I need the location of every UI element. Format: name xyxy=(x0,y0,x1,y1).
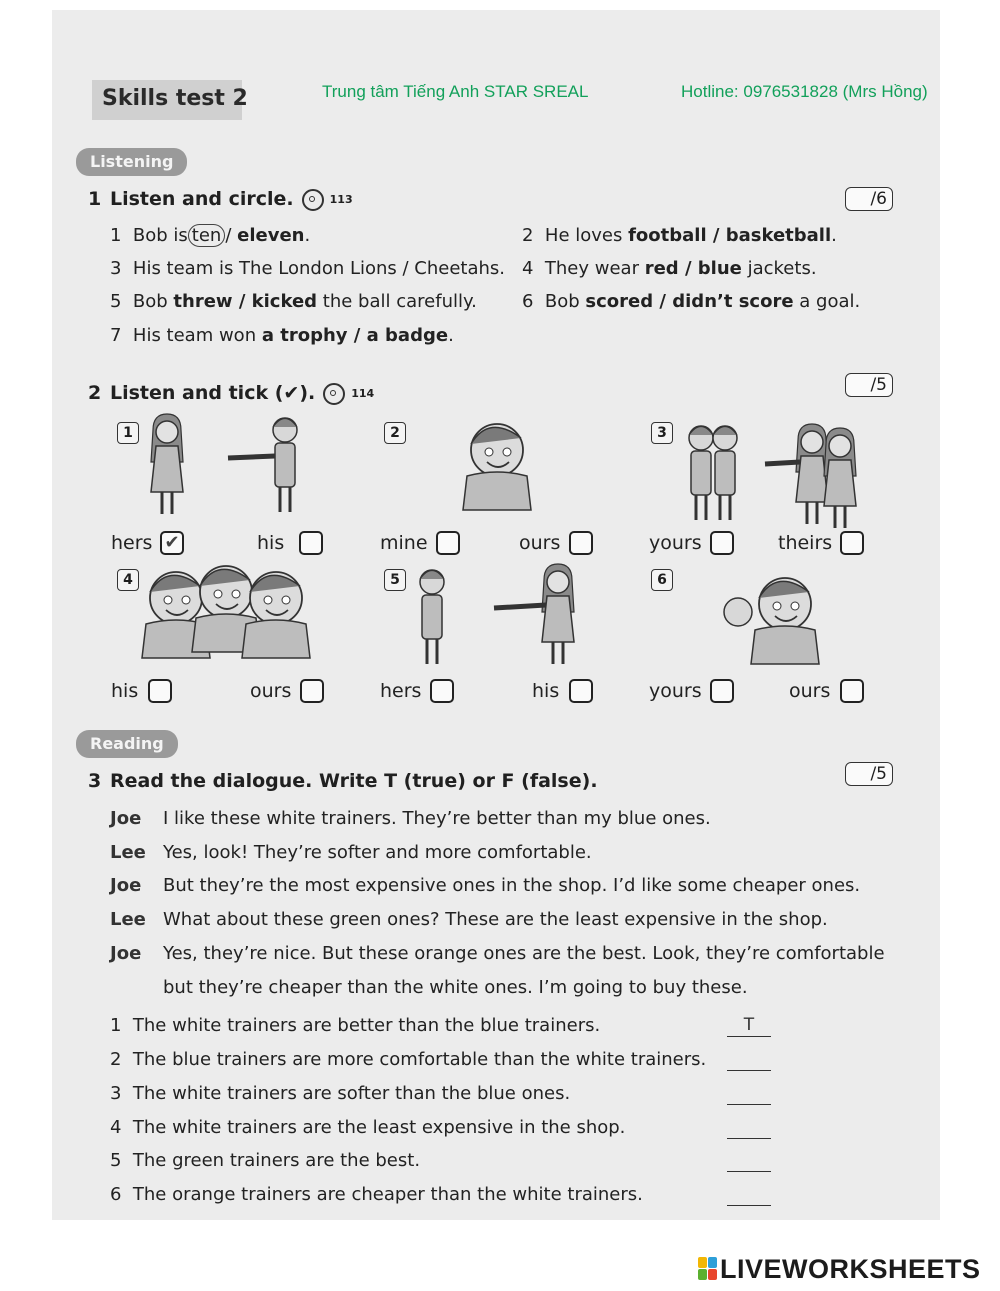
exercise-3-number: 3 xyxy=(88,770,102,792)
exercise-2-number: 2 xyxy=(88,382,102,404)
option-pair[interactable]: football / basketball xyxy=(628,225,832,246)
statement-3: 3 The white trainers are softer than the blue ones. xyxy=(110,1083,571,1104)
tick-box[interactable] xyxy=(148,679,172,703)
exercise-1-instruction: Listen and circle. xyxy=(110,188,294,210)
tick-box[interactable] xyxy=(840,679,864,703)
statement-1: 1 The white trainers are better than the blue trainers. xyxy=(110,1015,601,1036)
liveworksheets-brand: LIVEWORKSHEETS xyxy=(720,1254,981,1284)
page-title: Skills test 2 xyxy=(102,86,248,111)
answer-field-4[interactable] xyxy=(727,1116,771,1139)
dialogue-speaker: Joe xyxy=(110,875,142,896)
tick-box[interactable] xyxy=(710,531,734,555)
answer-field-1[interactable]: T xyxy=(727,1014,771,1037)
ex1-item-5: 5 Bob threw / kicked the ball carefully. xyxy=(110,291,477,312)
picture-number-4: 4 xyxy=(117,569,139,591)
tick-option-word: hers xyxy=(380,680,422,702)
dialogue-speaker: Joe xyxy=(110,808,142,829)
center-name: Trung tâm Tiếng Anh STAR SREAL xyxy=(322,82,589,101)
dialogue-line: but they’re cheaper than the white ones. I’m going to buy these. xyxy=(163,977,748,998)
tick-box[interactable] xyxy=(710,679,734,703)
exercise-3-title xyxy=(88,770,598,792)
answer-field-2[interactable] xyxy=(727,1048,771,1071)
hotline: Hotline: 0976531828 (Mrs Hồng) xyxy=(681,82,928,101)
tick-box[interactable] xyxy=(569,679,593,703)
exercise-1-number: 1 xyxy=(88,188,102,210)
tick-box[interactable] xyxy=(436,531,460,555)
exercise-1-score: /6 xyxy=(845,187,893,211)
statement-4: 4 The white trainers are the least expensive in the shop. xyxy=(110,1117,626,1138)
exercise-2-score: /5 xyxy=(845,373,893,397)
track-number: 114 xyxy=(351,387,375,400)
answer-field-6[interactable] xyxy=(727,1183,771,1206)
dialogue-speaker: Joe xyxy=(110,943,142,964)
tick-option-word: hers xyxy=(111,532,153,554)
dialogue-speaker: Lee xyxy=(110,842,146,863)
dialogue-line: Yes, they’re nice. But these orange ones are the best. Look, they’re comfortable xyxy=(163,943,885,964)
tick-option-word: theirs xyxy=(778,532,833,554)
dialogue-line: Yes, look! They’re softer and more comfortable. xyxy=(163,842,592,863)
picture-number-6: 6 xyxy=(651,569,673,591)
track-number: 113 xyxy=(329,193,353,206)
statement-2: 2 The blue trainers are more comfortable than the white trainers. xyxy=(110,1049,707,1070)
option-pair[interactable]: threw / kicked xyxy=(173,291,318,312)
ex1-item-7: 7 His team won a trophy / a badge. xyxy=(110,325,454,346)
tick-option-word: yours xyxy=(649,532,702,554)
tick-option-word: ours xyxy=(789,680,831,702)
tick-box[interactable] xyxy=(300,679,324,703)
tick-option-word: his xyxy=(111,680,139,702)
tick-option-word: yours xyxy=(649,680,702,702)
ex1-item-1: 1 Bob is ten / eleven. xyxy=(110,225,311,246)
tick-option-word: his xyxy=(257,532,285,554)
tick-option-word: mine xyxy=(380,532,428,554)
tick-box[interactable] xyxy=(569,531,593,555)
statement-5: 5 The green trainers are the best. xyxy=(110,1150,421,1171)
dialogue-speaker: Lee xyxy=(110,909,146,930)
exercise-3-instruction: Read the dialogue. Write T (true) or F (false). xyxy=(110,770,598,792)
exercise-2-instruction: Listen and tick (✔). xyxy=(110,382,316,404)
ex1-item-2: 2 He loves football / basketball. xyxy=(522,225,837,246)
circled-answer[interactable]: ten xyxy=(188,224,226,247)
tick-box[interactable] xyxy=(299,531,323,555)
tick-option-word: ours xyxy=(250,680,292,702)
liveworksheets-logo-icon xyxy=(698,1257,718,1281)
statement-6: 6 The orange trainers are cheaper than the white trainers. xyxy=(110,1184,643,1205)
option-pair[interactable]: His team is The London Lions / Cheetahs. xyxy=(132,258,506,279)
tick-option-word: ours xyxy=(519,532,561,554)
tick-option-word: his xyxy=(532,680,560,702)
option-pair[interactable]: a trophy / a badge xyxy=(261,325,449,346)
dialogue-line: What about these green ones? These are the least expensive in the shop. xyxy=(163,909,828,930)
dialogue-line: I like these white trainers. They’re better than my blue ones. xyxy=(163,808,711,829)
ex1-item-6: 6 Bob scored / didn’t score a goal. xyxy=(522,291,861,312)
answer-field-5[interactable] xyxy=(727,1149,771,1172)
tick-box[interactable]: ✔ xyxy=(160,531,184,555)
picture-number-2: 2 xyxy=(384,422,406,444)
listening-section-label: Listening xyxy=(76,148,187,176)
picture-number-3: 3 xyxy=(651,422,673,444)
answer-field-3[interactable] xyxy=(727,1082,771,1105)
reading-section-label: Reading xyxy=(76,730,178,758)
exercise-3-score: /5 xyxy=(845,762,893,786)
option-pair[interactable]: red / blue xyxy=(644,258,742,279)
tick-box[interactable] xyxy=(430,679,454,703)
tick-box[interactable] xyxy=(840,531,864,555)
ex1-item-3: 3 His team is The London Lions / Cheetahs. xyxy=(110,258,506,279)
option-pair[interactable]: scored / didn’t score xyxy=(585,291,794,312)
dialogue-line: But they’re the most expensive ones in the shop. I’d like some cheaper ones. xyxy=(163,875,861,896)
ex1-item-4: 4 They wear red / blue jackets. xyxy=(522,258,817,279)
picture-number-5: 5 xyxy=(384,569,406,591)
picture-number-1: 1 xyxy=(117,422,139,444)
